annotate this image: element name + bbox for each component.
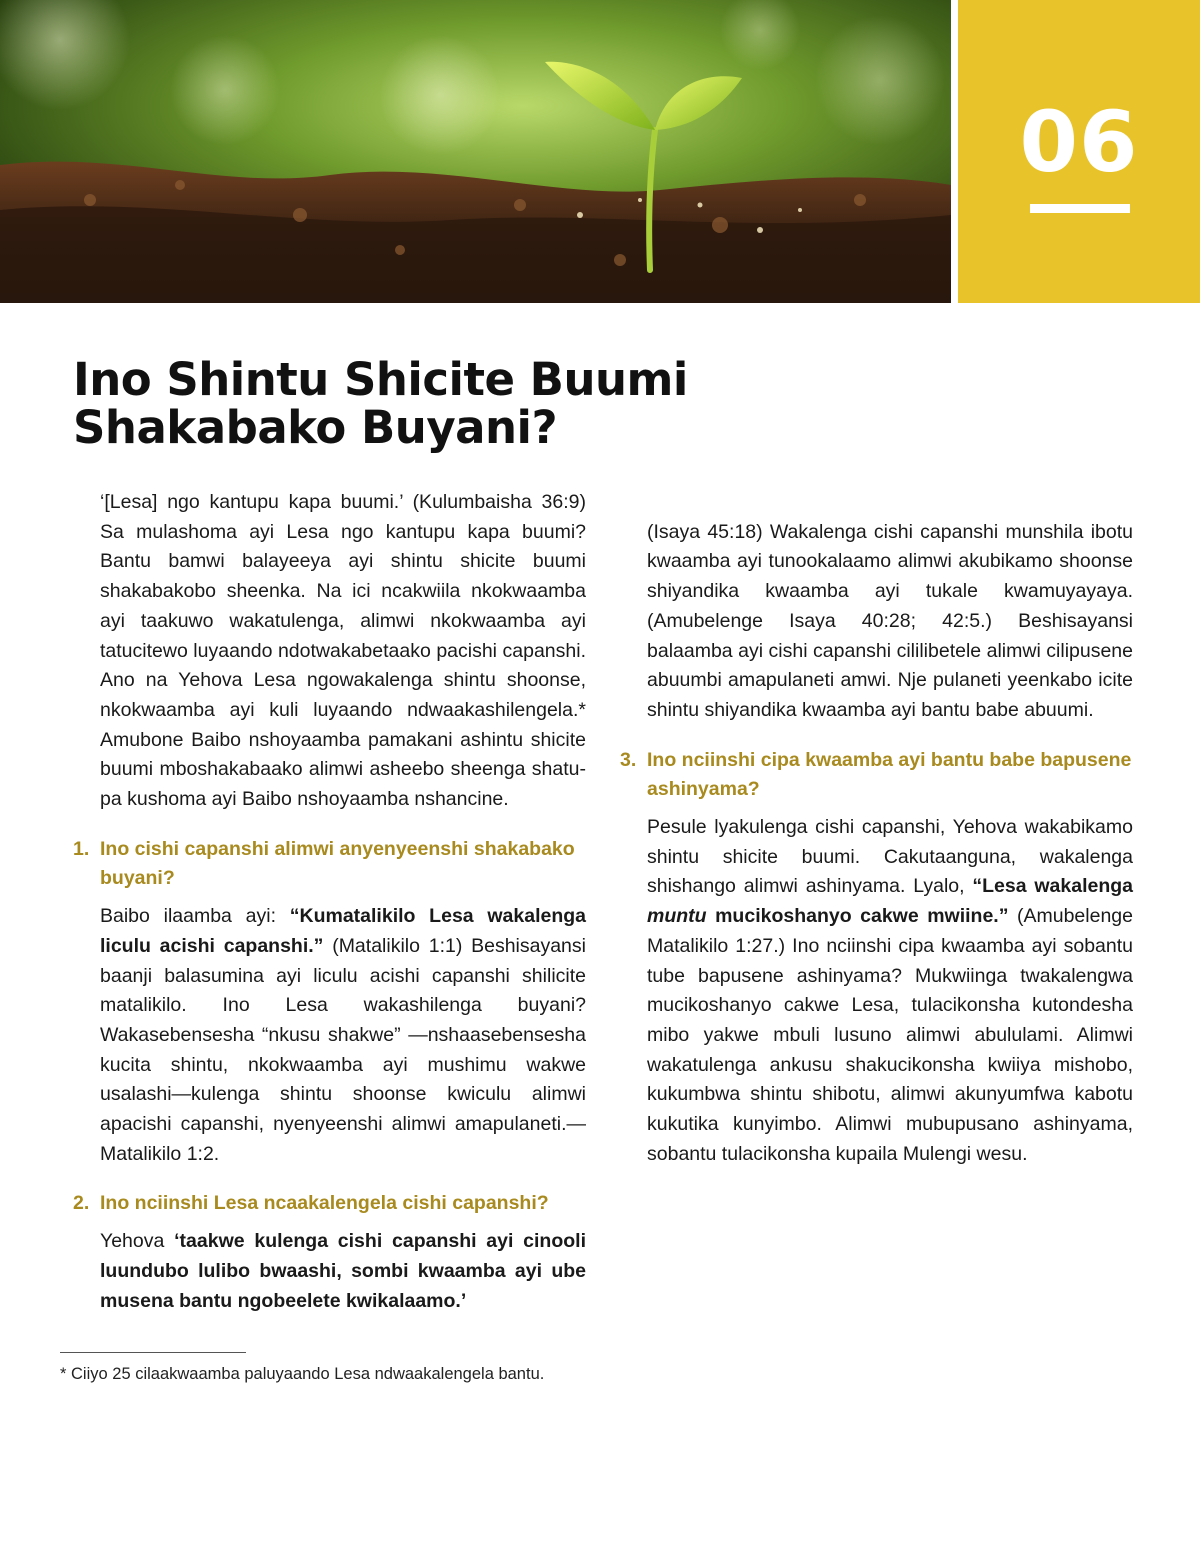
answer-3-scripture-a: “Lesa wakalenga bbox=[972, 875, 1134, 898]
answer-2-paragraph-part1 bbox=[100, 1227, 586, 1316]
answer-3-lead: Pesule lyakulenga cishi capanshi, Yehova wakabikamo shintu shicite buumi. Cakutaanguna, wakalenga shishango alimwi ashinyama. Lyalo, bbox=[647, 816, 1133, 898]
answer-1-lead: Baibo ilaamba ayi: bbox=[100, 905, 290, 928]
lesson-number-block bbox=[958, 0, 1200, 303]
page-title bbox=[73, 353, 873, 454]
answer-2-rest: (Isaya 45:18) Wakalenga cishi capanshi munshila ibotu kwaamba ayi tunookalaamo alimwi akubikamo shoonse shiyandika kwaamba ayi tukale kwamuyayaya. (Amubelenge Isaya 40:28; 42:5.) Beshisayansi balaamba ayi cishi capanshi cililibetele alimwi cilipusene abuumbi amapulaneti amwi. Nje pulaneti yeenkabo icite shintu shiyandika kwaamba ayi bantu babe abuumi. bbox=[647, 520, 1133, 721]
intro-paragraph bbox=[100, 488, 586, 815]
question-2-text: Ino nciinshi Lesa ncaakalengela cishi capanshi? bbox=[100, 1192, 549, 1215]
question-1 bbox=[73, 835, 586, 894]
question-2 bbox=[73, 1189, 586, 1219]
answer-2-scripture: ‘taakwe kulenga cishi capanshi ayi cinooli luundubo lulibo bwaashi, sombi kwaamba ayi ube musena bantu ngobeelete kwikalaamo.’ bbox=[100, 1230, 586, 1312]
question-1-number: 1. bbox=[73, 837, 90, 860]
answer-3-rest: (Amubelenge Matalikilo 1:27.) Ino nciinshi cipa kwaamba ayi sobantu tube bapusene ashinyama? Mukwiinga twakalengwa mucikoshanyo cakwe Lesa, tulacikonsha kutondesha mibo yakwe mbuli lusuno alimwi abululami. Alimwi wakatulenga ankusu shakucikonsha kwiiya mishobo, kukumbwa shintu shibotu, alimwi akunyumfwa kabotu kukutika kunyimbo. Alimwi mubupusano ashinyama, sobantu tulacikonsha kupaila Mulengi wesu. bbox=[647, 905, 1133, 1165]
page-title-line2: Shakabako Buyani? bbox=[73, 401, 558, 454]
lesson-number-underline bbox=[1030, 204, 1130, 213]
intro-quote: ‘[Lesa] ngo kantupu kapa buumi.’ bbox=[100, 491, 403, 513]
question-1-text: Ino cishi capanshi alimwi anyenyeenshi shakabako buyani? bbox=[100, 837, 575, 890]
left-column bbox=[73, 488, 587, 1312]
intro-text: (Kulumbaisha 36:9) Sa mulashoma ayi Lesa ngo kantupu kapa buumi? Bantu bamwi balayeeya ayi shintu shicite buumi shakabakobo sheenka. Na ici ncakwiila nkokwaamba ayi taakuwo wakatulenga, alimwi nkokwaamba ayi tatucitewo luyaando ndotwakabetaako pacishi capanshi. Ano na Yehova Lesa ngowakalenga shintu shoonse, nkokwaamba ayi kuli luyaando ndwaakashilengela.* Amubone Baibo nshoyaamba pamakani ashintu shicite buumi mboshakabaako alimwi asheebo sheenga shatupa kushoma ayi Baibo nshoyaamba nshancine. bbox=[100, 491, 586, 811]
seedling-photo bbox=[0, 0, 951, 303]
question-2-number: 2. bbox=[73, 1192, 90, 1215]
answer-1-rest: (Matalikilo 1:1) Beshisayansi baanji balasumina ayi liculu acishi capanshi shilicite matalikilo. Ino Lesa wakashilenga buyani? Wakasebensesha “nkusu shakwe” —nshaasebensesha kucita shintu, nkokwaamba ayi mushimu wakwe usalashi—kulenga shintu shoonse kwiculu alimwi apacishi capanshi, nyenyeenshi alimwi amapulaneti.—Matalikilo 1:2. bbox=[100, 934, 586, 1165]
answer-3-paragraph bbox=[647, 813, 1133, 1169]
right-column bbox=[620, 488, 1133, 1169]
answer-1-scripture: “Kumatalikilo Lesa wakalenga liculu acishi capanshi.” bbox=[100, 905, 587, 957]
answer-2-part1-clip bbox=[73, 1227, 586, 1312]
page-title-line1: Ino Shintu Shicite Buumi bbox=[73, 353, 688, 406]
footnote: * Ciiyo 25 cilaakwaamba paluyaando Lesa ndwaakalengela bantu. bbox=[60, 1365, 545, 1383]
seedling-icon bbox=[0, 0, 951, 303]
answer-2-lead: Yehova bbox=[100, 1230, 175, 1253]
question-3-number: 3. bbox=[620, 748, 637, 771]
answer-2-paragraph-part2 bbox=[647, 518, 1133, 726]
question-3-text: Ino nciinshi cipa kwaamba ayi bantu babe bapusene ashinyama? bbox=[647, 748, 1132, 801]
answer-3-scripture-b: mucikoshanyo cakwe mwiine.” bbox=[706, 905, 1009, 928]
question-3 bbox=[620, 746, 1133, 805]
footnote-divider bbox=[60, 1352, 246, 1353]
lesson-number: 06 bbox=[1019, 93, 1139, 191]
answer-2-part2-spacer bbox=[620, 488, 1133, 518]
answer-3-scripture-italic: muntu bbox=[647, 905, 707, 928]
answer-1-paragraph bbox=[100, 902, 586, 1169]
